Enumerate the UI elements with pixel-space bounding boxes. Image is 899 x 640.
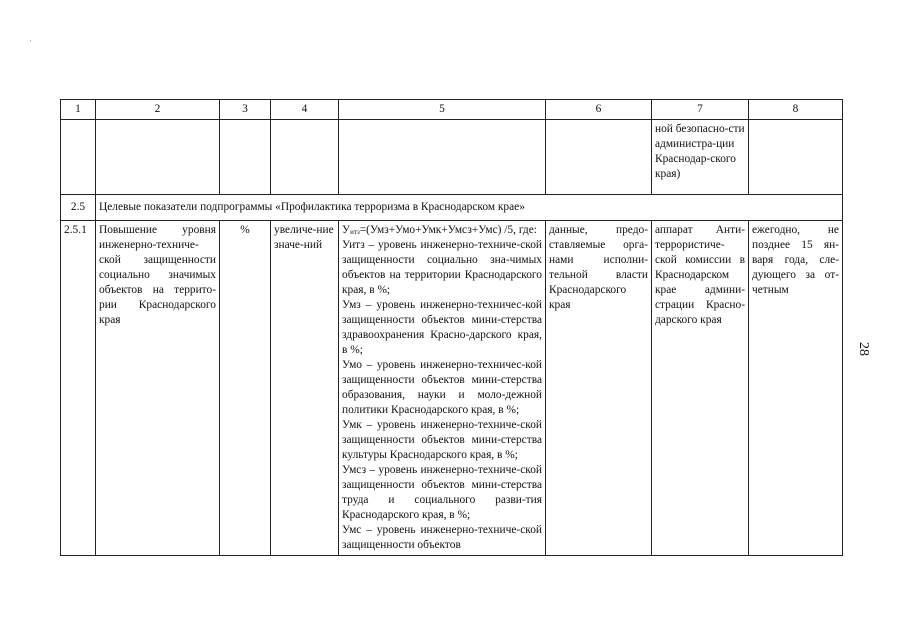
formula-definition: Уитз – уровень инженерно-техниче-ской защищенности социально зна-чимых объектов на территории Краснодарского края, в %; xyxy=(342,239,542,296)
indicator-formula xyxy=(339,221,546,556)
formula-definition: Умк – уровень инженерно-техниче-ской защищенности объектов мини-стерства культуры Краснодарского края, в %; xyxy=(342,419,542,461)
header-cell: 8 xyxy=(749,100,843,120)
header-cell: 3 xyxy=(220,100,271,120)
formula-definition: Умсз – уровень инженерно-техниче-ской защищенности объектов мини-стерства труда и социального разви-тия Краснодарского края, в %; xyxy=(342,464,542,521)
formula-definition: Умо – уровень инженерно-техничес-кой защищенности объектов мини-стерства образования, науки и моло-дежной политики Краснодарского края, в %; xyxy=(342,359,542,416)
indicator-unit: % xyxy=(220,221,271,556)
formula-definition: Умс – уровень инженерно-техниче-ской защищенности объектов xyxy=(342,524,542,551)
header-cell: 4 xyxy=(271,100,339,120)
header-cell: 1 xyxy=(61,100,96,120)
page-number: 28 xyxy=(856,342,871,356)
header-cell: 5 xyxy=(339,100,546,120)
formula-line: $У_{итз}=(Умз+Умо+Умк+Умсз+Умс)$ /5, где: xyxy=(342,224,537,236)
indicators-table xyxy=(60,99,843,556)
data-source: данные, предо-ставляемые орга-нами исполни-тельной власти Краснодарского края xyxy=(546,221,652,556)
section-title: Целевые показатели подпрограммы «Профилактика терроризма в Краснодарском крае» xyxy=(96,195,843,221)
scan-mark xyxy=(30,40,31,42)
section-row xyxy=(61,195,843,221)
indicator-status: увеличе-ние значе-ний xyxy=(271,221,339,556)
indicator-row xyxy=(61,221,843,556)
header-cell: 6 xyxy=(546,100,652,120)
header-cell: 2 xyxy=(96,100,220,120)
continuation-cell: ной безопасно-сти администра-ции Краснодар-ского края) xyxy=(652,120,749,195)
indicator-name: Повышение уровня инженерно-техниче-ской защищенности социально значимых объектов на террито-рии Краснодарского края xyxy=(96,221,220,556)
reporting-period: ежегодно, не позднее 15 ян-варя года, сле-дующего за от-четным xyxy=(749,221,843,556)
indicator-number: 2.5.1 xyxy=(61,221,96,556)
responsible-body: аппарат Анти-террористиче-ской комиссии в Краснодарском крае админи-страции Красно-дарского края xyxy=(652,221,749,556)
header-cell: 7 xyxy=(652,100,749,120)
continuation-row xyxy=(61,120,843,195)
header-row xyxy=(61,100,843,120)
section-number: 2.5 xyxy=(61,195,96,221)
formula-definition: Умз – уровень инженерно-техничес-кой защищенности объектов мини-стерства здравоохранения Красно-дарского края, в %; xyxy=(342,299,542,356)
